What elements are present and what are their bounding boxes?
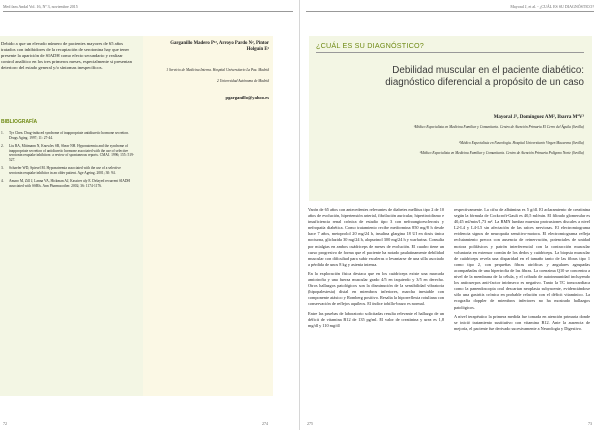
green-sidebar (0, 36, 143, 396)
affiliation-1: ¹Médico Especialista en Medicina Familiar y Comunitaria. Centro de Atención Primaria El Cerro del Águila (Sevilla) (413, 125, 584, 129)
authors: Garganillo Madero P¹², Arroyo Pardo N², Pintor Holguín E³ (170, 41, 269, 53)
page-number-left: 72 (3, 421, 7, 426)
reference-text: Amaro M, Zill J, Lanna VA, Hickman AJ, Kassirer aly E. Delayed recurrent SIADH associated with SSRIs. Ann Pharmacother. 2002; 36: 1174-1176. (9, 178, 131, 188)
header-rule (3, 11, 293, 12)
running-head-right: Mayoral J, et al. - ¿CUÁL ES SU DIAGNÓSTICO? (510, 4, 594, 9)
title-box (309, 36, 592, 201)
reference-text: Liu BA, Mittmann N, Knowles SR, Shear NH. Hyponatremia and the syndrome of inappropriate secretion of antidiuretic hormone associated with the use of selective serotonin reuptake inhibitors: a review of spontaneous reports. CMAJ. 1996; 155: 519-527. (9, 143, 135, 163)
running-head-left: Med fam Andal Vol. 16, Nº 3, noviembre 2015 (3, 4, 78, 9)
references-list (1, 131, 135, 191)
page-number-inner-right: 275 (307, 421, 313, 426)
reference-item (1, 144, 135, 163)
reference-number: 2. (1, 143, 4, 148)
body-column-1 (308, 207, 444, 332)
section-rule (316, 52, 584, 53)
reference-number: 3. (1, 166, 4, 171)
body-column-2 (454, 207, 590, 335)
article-byline: Mayoral J¹, Domínguez AM², Ibarra MªV³ (493, 115, 584, 120)
page-number-inner-left: 274 (262, 421, 268, 426)
affiliation-2: 2 Universidad Autónoma de Madrid (216, 79, 269, 83)
reference-text: Tyr Chen. Drug-induced syndrome of inappropriate antidiuretic hormone secretion. Drugs Aging. 1997; 11: 27-44. (9, 131, 129, 140)
reference-number: 4. (1, 178, 4, 183)
affiliation-2: ²Médico Especialista en Neurología. Hospital Universitario Virgen Macarena (Sevilla) (458, 141, 584, 145)
case-paragraph: respectivamente. La cifra de albúmina es 5 g/dl. El aclaramiento de creatinina según la fórmula de Cockcroft-Gault es 40,5 ml/min. El filtrado glomerular es 40,45 ml/min/1,73 m². La RMN lumbar muestra protrusiones discales a nivel L2-L4 y L4-L5 sin afectación de las raíces nerviosas. El electromiograma evidencia signos de neuropatía sensitivo-motora. El electromiograma refleja reclutamiento precoz con ausencia de reinervación, potenciales de unidad motora polifásicos y patrón interferencial con la contracción muscular voluntaria en extensor común de los dedos y cuádriceps. La biopsia muscular de cuádriceps revela una disparidad en el tamaño tanto de las fibras tipo 1 como tipo 2, con pequeñas fibras atróficas y angulares agrupadas acompañadas de una hipertrofia de las fibras. La coenzima Q10 se concentra a nivel de la membrana de la célula, y el cribado de autoinmunidad incluyendo los anticuerpos anti-factor intrínseco es negativo. Tanto la TC tomocardiaca como la panendoscopia oral descartan neoplasia subyacente, evidenciándose sólo una gastritis crónica en probable relación con el déficit vitamínico. La ecografía doppler de miembros inferiores no ha mostrado hallazgos patológicos. (454, 207, 590, 310)
reference-item (1, 131, 135, 141)
page-number-right: 73 (588, 421, 592, 426)
case-paragraph: A nivel terapéutico la primera medida fue tomada en atención primaria donde se inició tratamiento sustitutivo con vitamina B12. Ante la ausencia de mejoría, el paciente fue derivado sucesivamente a Neurología y Digestivo. (454, 313, 590, 331)
affiliation-3: ³Médico Especialista en Medicina Familiar y Comunitaria. Centro de Atención Primaria Polígono Norte (Sevilla) (419, 151, 584, 155)
header-rule (306, 11, 594, 12)
case-paragraph: En la exploración física destaca que en los cuádriceps existe una marcada amiotrofia y una fuerza muscular grado 4/5 en izquierdo y 3/5 en derecho. Otros hallazgos patológicos son la disminución de la sensibilidad vibratoria (hipopalestesia) distal en miembros inferiores, marcha inestable con componente atáxico y Romberg positivo. Resalta la hiporreflexia rotuliana con conservación de reflejos aquíleos. El índice tobillo-brazo es normal. (308, 270, 444, 307)
section-header: ¿CUÁL ES SU DIAGNÓSTICO? (316, 41, 424, 50)
intro-paragraph: Debido a que un elevado número de pacientes mayores de 65 años tratados con inhibidores de la recaptación de serotonina hay que tener presente la aparición de SIADH como efecto secundario y realizar control analítico en los tres primeros meses, especialmente si presentan deterioro del estado general y/o síntomas inespecíficos. (1, 41, 132, 71)
reference-item (1, 179, 135, 189)
reference-number: 1. (1, 131, 4, 135)
reference-text: Schaefer WD, Spiesel M. Hyponatremia associated with the use of a selective serotonin reuptake inhibitor in an older patient. Age Ageing. 2001; 30: 94. (9, 166, 121, 175)
right-page (300, 0, 600, 430)
reference-item (1, 166, 135, 176)
author-email: pgarganillo@yahoo.es (225, 95, 269, 100)
affiliation-1: 1 Servicio de Medicina Interna. Hospital Universitario La Paz. Madrid (166, 68, 269, 72)
case-paragraph: Entre las pruebas de laboratorio solicitadas resulta relevante el hallazgo de un déficit de vitamina B12 de 135 pg/ml. El valor de creatinina y urea es 1,8 mg/dl y 110 mg/dl (308, 310, 444, 328)
article-title: Debilidad muscular en el paciente diabético: diagnóstico diferencial a propósito de un caso (385, 65, 584, 88)
author-panel (143, 36, 273, 396)
bibliography-title: BIBLIOGRAFÍA (1, 119, 38, 125)
case-paragraph: Varón de 65 años con antecedentes relevantes de diabetes mellitus tipo 2 de 10 años de evolución, hipertensión arterial, fibrilación auricular, hipertiroidismo e insuficiencia renal crónica de estadio tipo 3 con nefroangioesclerosis y nefropatía diabética. Como tratamiento recibe metformina 850 mg/8 h desde hace 7 años, metoprolol 20 mg/24 h, insulina glargina 18 UI en dosis única nocturna, gliclazida 30 mg/24 h, alopurinol 300 mg/24 h y warfarina. Consulta por mialgias en ambos cuádriceps de meses de evolución. El cuadro tiene un curso progresivo de forma que el paciente ha notado paulatinamente debilidad muscular con dificultad para subir escaleras o levantarse de una silla asociado a pérdida de unos 8 kg y astenia intensa. (308, 207, 444, 267)
